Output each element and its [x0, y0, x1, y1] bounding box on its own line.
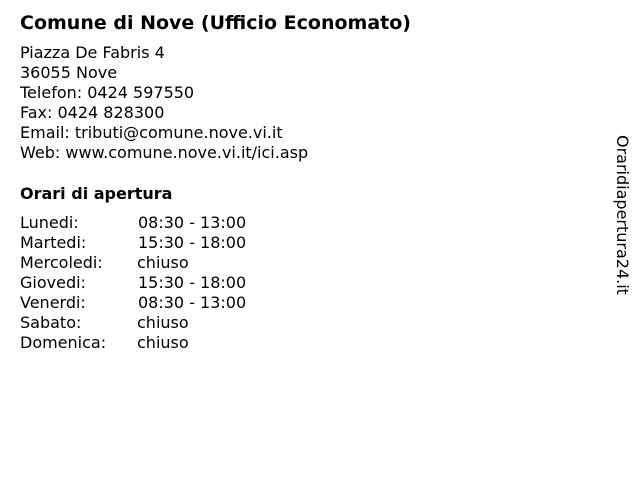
- day-label: Giovedi:: [20, 273, 86, 292]
- site-watermark-text: Oraridiapertura24.it: [613, 135, 632, 295]
- day-hours: 08:30 - 13:00: [138, 213, 247, 232]
- day-label: Domenica:: [20, 333, 107, 352]
- contact-info: [20, 43, 308, 163]
- address-street: Piazza De Fabris 4: [20, 43, 165, 62]
- day-hours: 08:30 - 13:00: [138, 293, 247, 312]
- day-hours: chiuso: [137, 253, 189, 272]
- day-label: Mercoledi:: [20, 253, 103, 272]
- opening-hours-heading: Orari di apertura: [20, 184, 173, 203]
- email-address: Email: tributi@comune.nove.vi.it: [20, 123, 283, 142]
- website-address: Web: www.comune.nove.vi.it/ici.asp: [20, 143, 309, 162]
- fax-number: Fax: 0424 828300: [20, 103, 165, 122]
- site-watermark: [612, 135, 632, 311]
- day-label: Lunedi:: [20, 213, 79, 232]
- phone-number: Telefon: 0424 597550: [20, 83, 195, 102]
- page-title: Comune di Nove (Ufficio Economato): [20, 12, 411, 34]
- day-label: Sabato:: [20, 313, 82, 332]
- day-label: Martedi:: [20, 233, 87, 252]
- day-hours: chiuso: [137, 333, 189, 352]
- day-hours: chiuso: [137, 313, 189, 332]
- day-label: Venerdi:: [20, 293, 86, 312]
- day-hours: 15:30 - 18:00: [138, 273, 247, 292]
- day-hours: 15:30 - 18:00: [138, 233, 247, 252]
- address-city: 36055 Nove: [20, 63, 118, 82]
